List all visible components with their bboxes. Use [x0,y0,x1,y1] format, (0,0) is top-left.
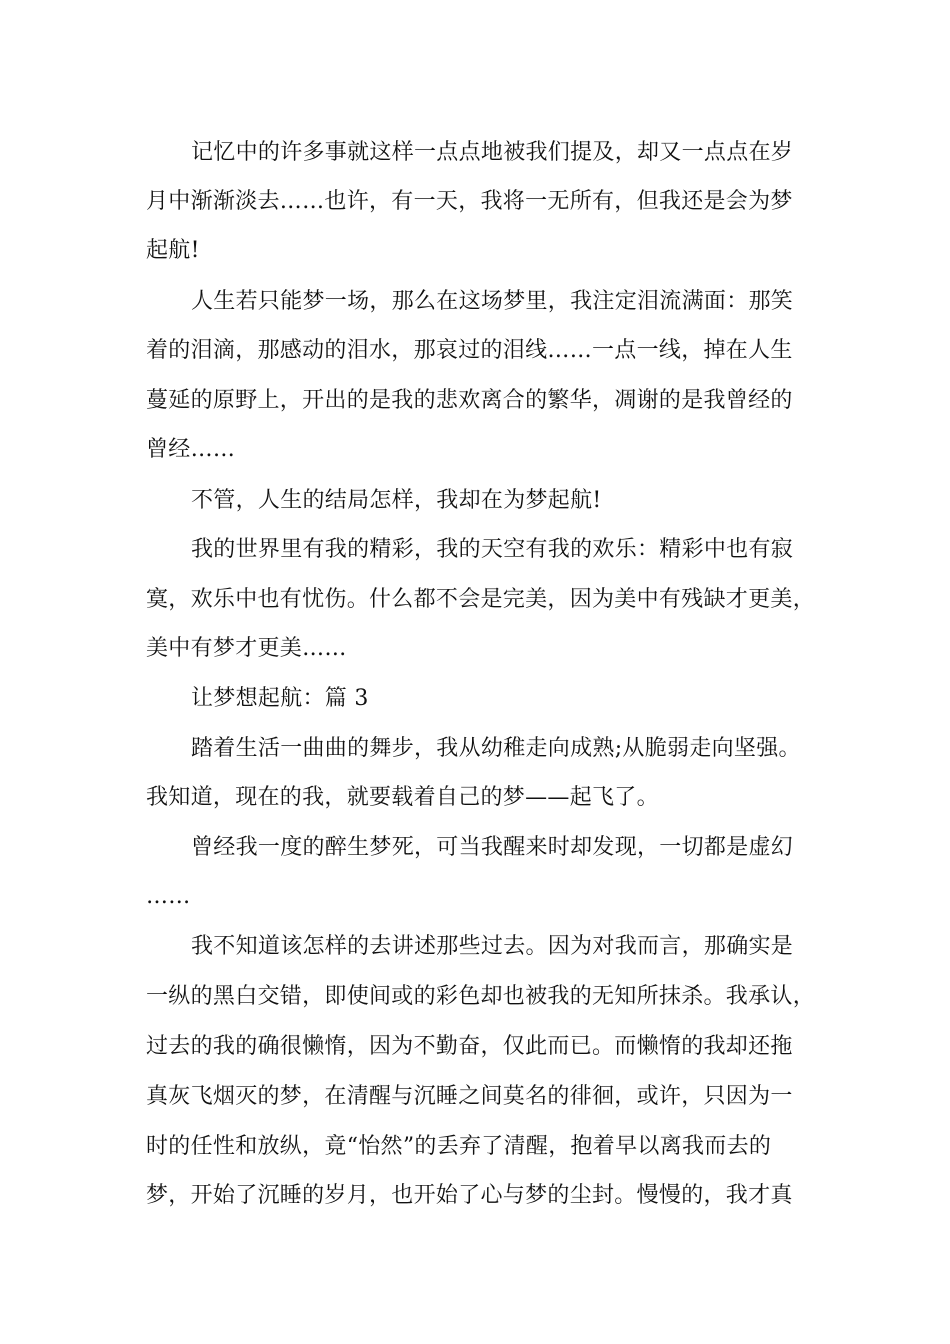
paragraph-line: 过去的我的确很懒惰，因为不勤奋，仅此而已。而懒惰的我却还拖 [146,1034,793,1059]
paragraph-line: 曾经我一度的醉生梦死，可当我醒来时却发现，一切都是虚幻 [191,835,794,860]
paragraph-line: 我知道，现在的我，就要载着自己的梦——起飞了。 [146,785,659,810]
paragraph-line: 月中渐渐淡去……也许，有一天，我将一无所有，但我还是会为梦 [146,189,793,214]
paragraph-line: 我的世界里有我的精彩，我的天空有我的欢乐：精彩中也有寂 [191,537,794,562]
paragraph-line: 踏着生活一曲曲的舞步，我从幼稚走向成熟;从脆弱走向坚强。 [191,736,801,761]
paragraph-line: 我不知道该怎样的去讲述那些过去。因为对我而言，那确实是 [191,934,794,959]
paragraph-line: 真灰飞烟灭的梦，在清醒与沉睡之间莫名的徘徊，或许，只因为一 [146,1084,793,1109]
paragraph-line: 不管，人生的结局怎样，我却在为梦起航! [191,488,602,513]
paragraph-line: 时的任性和放纵，竟“怡然”的丢弃了清醒，抱着早以离我而去的 [146,1134,772,1159]
paragraph-line: 着的泪滴，那感动的泪水，那哀过的泪线……一点一线，掉在人生 [146,338,793,363]
paragraph-line: 记忆中的许多事就这样一点点地被我们提及，却又一点点在岁 [191,140,794,165]
paragraph-line: 梦，开始了沉睡的岁月，也开始了心与梦的尘封。慢慢的，我才真 [146,1183,793,1208]
section-heading: 让梦想起航：篇 3 [191,686,369,711]
paragraph-line: …… [146,884,191,909]
paragraph-line: 蔓延的原野上，开出的是我的悲欢离合的繁华，凋谢的是我曾经的 [146,388,793,413]
paragraph-line: 寞，欢乐中也有忧伤。什么都不会是完美，因为美中有残缺才更美， [146,587,816,612]
paragraph-line: 一纵的黑白交错，即使间或的彩色却也被我的无知所抹杀。我承认， [146,984,816,1009]
paragraph-line: 起航! [146,238,200,263]
paragraph-line: 人生若只能梦一场，那么在这场梦里，我注定泪流满面：那笑 [191,289,794,314]
paragraph-line: 曾经…… [146,437,236,462]
paragraph-line: 美中有梦才更美…… [146,636,347,661]
